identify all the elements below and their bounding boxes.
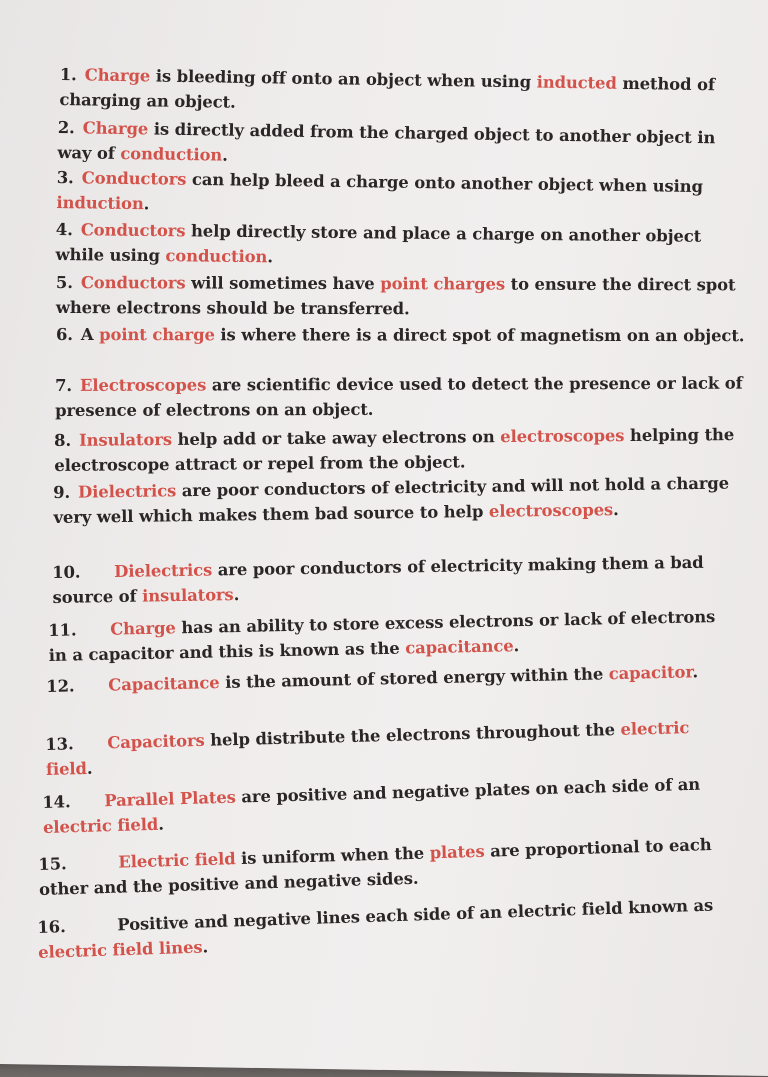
item-text: . (157, 814, 165, 834)
item-number: 11. (48, 620, 77, 640)
item-text: is directly added from the charged object to another object in way of (57, 119, 716, 163)
item-text: are proportional to each other and the positive and negative sides. (38, 835, 712, 899)
highlighted-term: conduction (120, 143, 223, 165)
list-item (56, 270, 746, 322)
item-number: 4. (55, 219, 73, 240)
list-item (45, 714, 736, 782)
item-text: . (222, 145, 228, 165)
highlighted-term: Conductors (80, 220, 186, 241)
highlighted-term: electric field lines (37, 937, 203, 962)
highlighted-term: electroscopes (488, 500, 614, 521)
list-item (59, 62, 750, 123)
item-text: help directly store and place a charge on another object while using (55, 221, 702, 266)
list-item (52, 549, 743, 610)
item-text: . (692, 662, 699, 682)
highlighted-term: induction (56, 192, 144, 214)
list-item (38, 832, 729, 902)
item-number: 9. (53, 482, 71, 502)
highlighted-term: insulators (141, 585, 234, 606)
highlighted-term: Charge (84, 65, 151, 86)
highlighted-term: capacitance (405, 636, 514, 658)
highlighted-term: Electroscopes (79, 375, 207, 395)
item-text: . (143, 194, 150, 214)
list-item (48, 604, 739, 668)
list-item (55, 217, 745, 274)
item-text: are positive and negative plates on each side of an (235, 774, 701, 807)
item-text: is the amount of stored energy within the (219, 664, 609, 693)
list-item (56, 165, 747, 225)
highlighted-term: Insulators (78, 429, 173, 450)
item-number: 10. (52, 562, 81, 582)
item-number: 13. (45, 734, 74, 754)
item-text: has an ability to store excess electrons or lack of electrons in a capacitor and this is known as the (48, 607, 716, 665)
highlighted-term: electric field (42, 814, 159, 837)
highlighted-term: electric field (45, 718, 690, 779)
item-number: 12. (46, 676, 75, 696)
list-item (56, 322, 746, 348)
item-number: 16. (37, 917, 66, 937)
item-text: Positive and negative lines each side of an electric field known as (117, 895, 714, 935)
highlighted-term: capacitor (608, 662, 693, 684)
highlighted-term: Parallel Plates (104, 787, 237, 811)
highlighted-term: point charges (380, 274, 506, 294)
highlighted-term: Capacitance (108, 673, 220, 695)
item-text: . (513, 636, 520, 656)
item-number: 3. (56, 167, 74, 188)
item-text: . (202, 937, 209, 957)
item-text: is where there is a direct spot of magnetism on an object. (214, 325, 745, 346)
item-text: help add or take away electrons on (171, 427, 501, 449)
item-text: method of charging an object. (59, 73, 716, 112)
item-text: . (267, 247, 274, 267)
highlighted-term: Dielectrics (77, 481, 177, 502)
item-text: are poor conductors of electricity making them a bad source of (52, 552, 704, 607)
list-item (54, 422, 744, 478)
list-item (37, 892, 728, 965)
item-text: is uniform when the (235, 843, 430, 869)
item-text: are poor conductors of electricity and will not hold a charge very well which makes them bad source to help (53, 473, 730, 527)
highlighted-term: Charge (110, 618, 176, 639)
list-item (53, 470, 744, 530)
highlighted-term: inducted (536, 72, 617, 93)
highlighted-term: plates (429, 841, 485, 863)
highlighted-term: Charge (82, 118, 149, 139)
item-text: are scientific device used to detect the presence or lack of presence of electrons on an object. (55, 373, 743, 420)
item-text: can help bleed a charge onto another object when using (186, 169, 704, 197)
item-number: 8. (54, 430, 72, 450)
item-text: is bleeding off onto an object when using (150, 66, 537, 92)
highlighted-term: Conductors (81, 168, 187, 189)
item-number: 15. (38, 854, 67, 874)
highlighted-term: Capacitors (107, 730, 205, 753)
item-text: . (86, 758, 93, 778)
item-number: 2. (57, 117, 75, 138)
item-number: 5. (55, 272, 73, 293)
item-text: will sometimes have (185, 273, 381, 294)
highlighted-term: electroscopes (500, 426, 625, 447)
item-text: . (233, 585, 240, 605)
item-text: . (612, 500, 619, 520)
item-number: 6. (55, 325, 73, 345)
item-number: 1. (59, 64, 77, 85)
highlighted-term: Conductors (80, 273, 186, 293)
highlighted-term: point charge (99, 325, 215, 345)
item-text: A (80, 325, 100, 345)
highlighted-term: Dielectrics (114, 560, 213, 582)
item-text: to ensure the direct spot where electrons should be transferred. (55, 274, 736, 319)
item-text: helping the electroscope attract or repel from the object. (54, 425, 735, 475)
list-item (55, 371, 745, 423)
highlighted-term: conduction (165, 246, 268, 267)
list-item (42, 771, 733, 840)
item-number: 14. (42, 792, 71, 812)
item-text: help distribute the electrons throughout the (204, 719, 621, 750)
highlighted-term: Electric field (118, 849, 236, 872)
item-number: 7. (55, 375, 72, 395)
